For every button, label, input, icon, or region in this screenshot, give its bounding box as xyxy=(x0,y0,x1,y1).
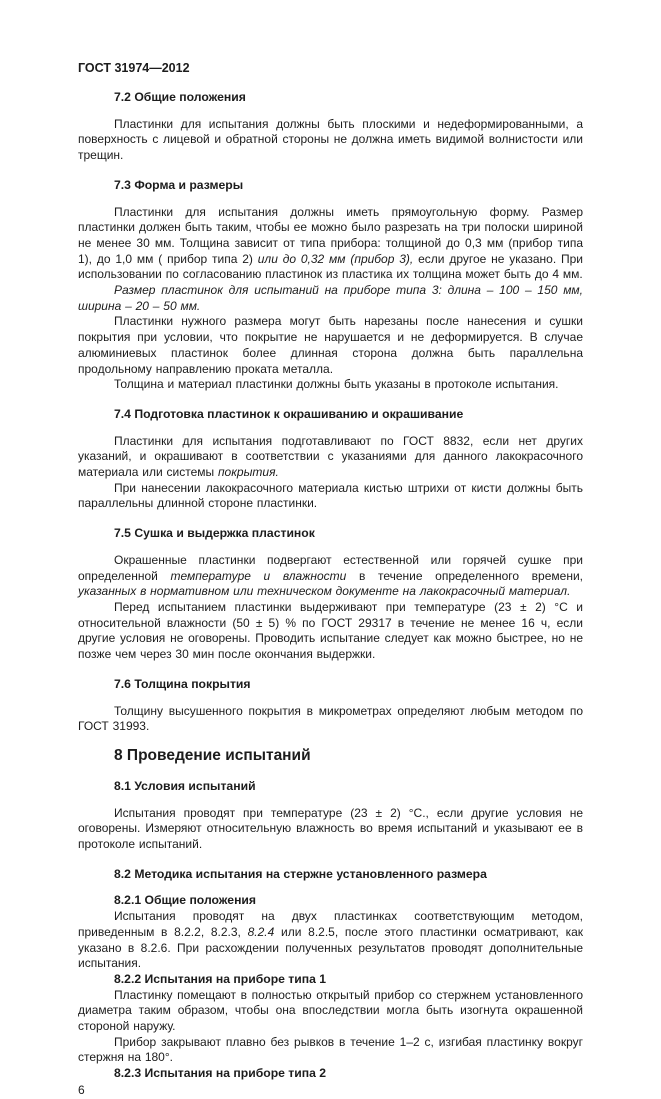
text-run: или 8.2.5, после этого пластинки осматривают, как указано в 8.2.6. При расхождении полученных результатов проводят дополнительные испытания. xyxy=(78,924,584,971)
text-run: Пластинки для испытания должны быть плоскими и недеформированными, а поверхность с лицевой и обратной стороны не должна иметь видимой волнистости или трещин. xyxy=(78,116,583,163)
section-heading xyxy=(114,1066,583,1082)
text-run: 8 Проведение испытаний xyxy=(114,746,311,764)
section-heading xyxy=(114,779,583,795)
italic-text-run: или до 0,32 мм (прибор 3), xyxy=(257,251,414,266)
text-run: Окрашенные пластинки подвергают естественной или горячей сушке при определенной xyxy=(78,552,583,583)
italic-text-run: Размер пластинок для испытаний на приборе типа 3: длина – 100 – 150 мм, ширина – 20 – 50 мм. xyxy=(78,283,583,313)
paragraph xyxy=(78,481,583,512)
doc-number: ГОСТ 31974—2012 xyxy=(78,61,190,75)
paragraph xyxy=(78,377,583,393)
section-heading xyxy=(114,90,583,106)
italic-text-run: 8.2.4 xyxy=(247,924,275,939)
text-run: 7.5 Сушка и выдержка пластинок xyxy=(114,526,315,541)
text-run: Пластинки нужного размера могут быть нарезаны после нанесения и сушки покрытия при условии, что покрытие не нарушается и не деформируется. В случае алюминиевых пластинок более длинная сторона должна быть параллельна продольному направлению проката металла. xyxy=(78,314,583,376)
paragraph xyxy=(78,988,583,1035)
text-run: 7.4 Подготовка пластинок к окрашиванию и окрашивание xyxy=(114,406,464,421)
page-number: 6 xyxy=(78,1082,85,1097)
italic-text-run: указанных в нормативном или техническом документе на лакокрасочный материал. xyxy=(78,584,571,599)
text-run: Пластинки для испытания должны иметь прямоугольную форму. Размер пластинки должен быть таким, чтобы ее можно было разрезать на три полоски шириной не менее 30 мм. Толщина зависит от типа прибора: толщиной до 0,3 мм (прибор типа 1), до 1,0 мм ( прибор типа 2) xyxy=(78,204,583,266)
italic-text-run: покрытия. xyxy=(217,465,279,480)
italic-text-run: температуре и влажности xyxy=(170,568,347,583)
text-run: Перед испытанием пластинки выдерживают при температуре (23 ± 2) °С и относительной влажности (50 ± 5) % по ГОСТ 29317 в течение не менее 16 ч, если другие условия не оговорены. Проводить испытание следует как можно быстрее, но не позже чем через 30 мин после окончания выдержки. xyxy=(78,599,583,662)
paragraph xyxy=(78,117,583,164)
paragraph xyxy=(78,806,583,853)
section-heading xyxy=(114,893,583,909)
section-heading xyxy=(114,407,583,423)
text-run: 7.2 Общие положения xyxy=(114,90,246,104)
text-run: Пластинки для испытания подготавливают по ГОСТ 8832, если нет других указаний, и окрашивают в соответствии с указаниями для данного лакокрасочного материала или системы xyxy=(78,433,583,480)
document-content xyxy=(78,90,583,1082)
section-heading xyxy=(114,178,583,194)
paragraph xyxy=(78,434,583,481)
paragraph xyxy=(78,1035,583,1066)
text-run: Прибор закрывают плавно без рывков в течение 1–2 с, изгибая пластинку вокруг стержня на 180°. xyxy=(78,1034,583,1065)
section-heading xyxy=(114,867,583,883)
paragraph xyxy=(78,314,583,377)
section-heading xyxy=(114,526,583,542)
text-run: если другое не указано. При использовании по согласованию пластинок из пластика их толщина может быть до 4 мм. xyxy=(78,251,584,282)
text-run: 8.2.2 Испытания на приборе типа 1 xyxy=(114,971,327,986)
text-run: Испытания проводят при температуре (23 ± 2) °С., если другие условия не оговорены. Измеряют относительную влажность во время испытаний и указывают ее в протоколе испытаний. xyxy=(78,805,583,852)
text-run: в течение определенного времени, xyxy=(346,568,583,583)
text-run: Толщина и материал пластинки должны быть указаны в протоколе испытания. xyxy=(114,377,559,392)
text-run: 7.3 Форма и размеры xyxy=(114,177,244,192)
text-run: Испытания проводят на двух пластинках соответствующим методом, приведенным в 8.2.2, 8.2.3, xyxy=(78,909,583,939)
text-run: При нанесении лакокрасочного материала кистью штрихи от кисти должны быть параллельны длинной стороне пластинки. xyxy=(78,480,583,511)
paragraph xyxy=(78,283,583,314)
section-heading xyxy=(114,972,583,988)
paragraph xyxy=(78,704,583,735)
section-heading xyxy=(114,746,583,765)
text-run: Пластинку помещают в полностью открытый прибор со стержнем установленного диаметра таким образом, чтобы она впоследствии могла быть изогнута окрашенной стороной наружу. xyxy=(78,987,583,1034)
text-run: 8.1 Условия испытаний xyxy=(114,778,256,793)
paragraph xyxy=(78,205,583,284)
text-run: 8.2 Методика испытания на стержне установленного размера xyxy=(114,866,487,881)
paragraph xyxy=(78,600,583,663)
paragraph xyxy=(78,909,583,972)
text-run: Толщину высушенного покрытия в микрометрах определяют любым методом по ГОСТ 31993. xyxy=(78,703,583,734)
paragraph xyxy=(78,553,583,600)
text-run: 7.6 Толщина покрытия xyxy=(114,676,251,691)
section-heading xyxy=(114,677,583,693)
text-run: 8.2.3 Испытания на приборе типа 2 xyxy=(114,1066,327,1081)
text-run: 8.2.1 Общие положения xyxy=(114,893,257,908)
